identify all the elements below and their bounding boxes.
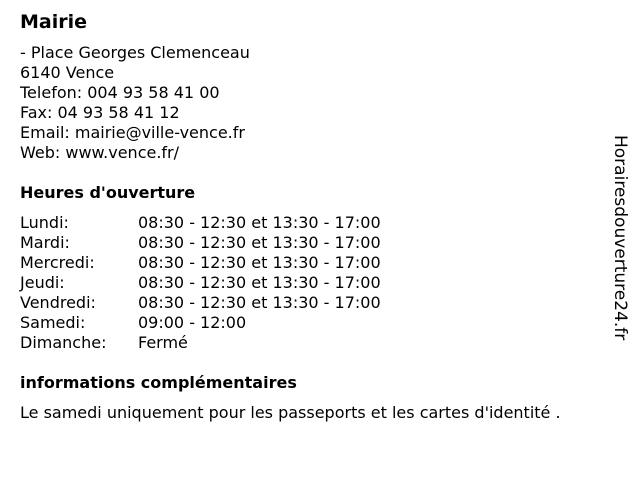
day-label: Mercredi: <box>20 253 95 272</box>
time-value: 08:30 - 12:30 et 13:30 - 17:00 <box>138 293 381 312</box>
hours-row-saturday <box>20 313 381 333</box>
address-line-city: 6140 Vence <box>20 63 115 82</box>
site-brand-vertical: Horairesdouverture24.fr <box>610 135 630 341</box>
day-label: Samedi: <box>20 313 86 332</box>
additional-info-heading: informations complémentaires <box>20 373 297 392</box>
hours-row-friday <box>20 293 381 313</box>
phone-text: Telefon: 004 93 58 41 00 <box>20 83 220 102</box>
additional-info-text: Le samedi uniquement pour les passeports et les cartes d'identité . <box>20 403 561 422</box>
day-label: Dimanche: <box>20 333 107 352</box>
contact-block <box>20 43 250 163</box>
hours-row-thursday <box>20 273 381 293</box>
hours-row-sunday <box>20 333 381 353</box>
day-label: Mardi: <box>20 233 70 252</box>
time-value: 08:30 - 12:30 et 13:30 - 17:00 <box>138 213 381 232</box>
time-value: 09:00 - 12:00 <box>138 313 247 332</box>
time-value: 08:30 - 12:30 et 13:30 - 17:00 <box>138 273 381 292</box>
day-label: Vendredi: <box>20 293 96 312</box>
opening-hours-table <box>20 213 381 353</box>
email-text: Email: mairie@ville-vence.fr <box>20 123 245 142</box>
hours-row-wednesday <box>20 253 381 273</box>
time-value: Fermé <box>138 333 188 352</box>
time-value: 08:30 - 12:30 et 13:30 - 17:00 <box>138 233 381 252</box>
opening-hours-heading: Heures d'ouverture <box>20 183 196 202</box>
hours-row-monday <box>20 213 381 233</box>
day-label: Lundi: <box>20 213 69 232</box>
page-title: Mairie <box>20 11 88 33</box>
fax-text: Fax: 04 93 58 41 12 <box>20 103 180 122</box>
web-text: Web: www.vence.fr/ <box>20 143 180 162</box>
day-label: Jeudi: <box>20 273 65 292</box>
time-value: 08:30 - 12:30 et 13:30 - 17:00 <box>138 253 381 272</box>
address-line-street: - Place Georges Clemenceau <box>20 43 250 62</box>
hours-row-tuesday <box>20 233 381 253</box>
